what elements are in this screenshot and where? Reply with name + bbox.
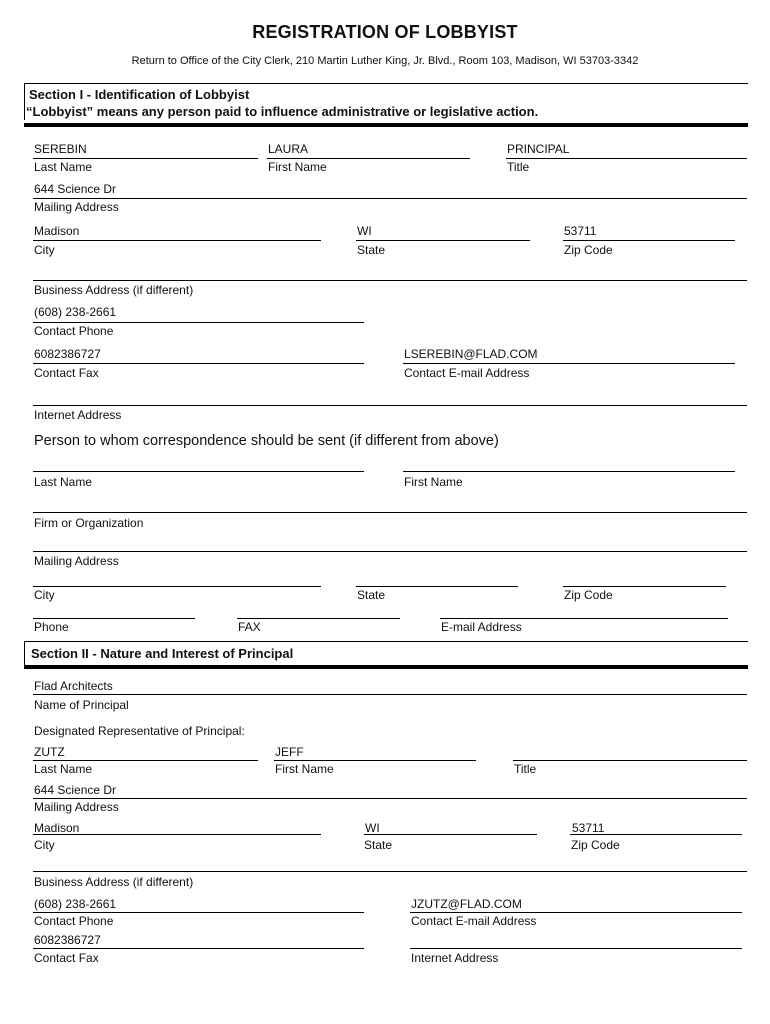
rep-contact-fax-value[interactable]: 6082386727 (34, 933, 101, 947)
form-subtitle: Return to Office of the City Clerk, 210 Martin Luther King, Jr. Blvd., Room 103, Madison, WI 53703-3342 (131, 55, 639, 67)
section1-heading: Section I - Identification of Lobbyist (29, 87, 250, 102)
rep-email-line (410, 912, 742, 913)
rep-zip-label: Zip Code (571, 838, 620, 852)
lobbyist-email-line (403, 363, 735, 364)
rep-email-label: Contact E-mail Address (411, 914, 537, 928)
lobbyist-email-value[interactable]: LSEREBIN@FLAD.COM (404, 347, 538, 361)
correspondence-heading: Person to whom correspondence should be sent (if different from above) (34, 433, 499, 449)
rep-city-value[interactable]: Madison (34, 821, 80, 835)
lobbyist-first-name-label: First Name (268, 160, 327, 174)
lobbyist-contact-phone-label: Contact Phone (34, 324, 114, 338)
lobbyist-title-value[interactable]: PRINCIPAL (507, 142, 570, 156)
corr-fax-line[interactable] (237, 618, 400, 619)
corr-phone-label: Phone (34, 620, 69, 634)
rep-contact-fax-line (33, 948, 364, 949)
principal-name-label: Name of Principal (34, 698, 129, 712)
rep-mailing-address-line (33, 798, 747, 799)
section1-definition: “Lobbyist” means any person paid to influence administrative or legislative action. (26, 104, 539, 119)
rep-first-name-label: First Name (275, 762, 334, 776)
corr-firm-line[interactable] (33, 512, 747, 513)
principal-name-value[interactable]: Flad Architects (34, 679, 113, 693)
rep-state-value[interactable]: WI (365, 821, 380, 835)
corr-email-label: E-mail Address (441, 620, 522, 634)
lobbyist-last-name-label: Last Name (34, 160, 93, 174)
corr-email-line[interactable] (440, 618, 728, 619)
lobbyist-state-line (356, 240, 530, 241)
corr-zip-label: Zip Code (564, 588, 613, 602)
rep-email-value[interactable]: JZUTZ@FLAD.COM (411, 897, 522, 911)
corr-first-name-line[interactable] (403, 471, 735, 472)
rep-contact-phone-line (33, 912, 364, 913)
lobbyist-business-address-line[interactable] (33, 280, 747, 281)
principal-name-line (33, 694, 747, 695)
lobbyist-mailing-address-line (33, 198, 747, 199)
lobbyist-internet-address-label: Internet Address (34, 408, 122, 422)
corr-phone-line[interactable] (33, 618, 195, 619)
rep-mailing-address-label: Mailing Address (34, 800, 119, 814)
rep-city-line (33, 834, 321, 835)
corr-city-label: City (34, 588, 55, 602)
lobbyist-city-value[interactable]: Madison (34, 224, 80, 238)
corr-zip-line[interactable] (563, 586, 726, 587)
lobbyist-first-name-value[interactable]: LAURA (268, 142, 309, 156)
corr-firm-label: Firm or Organization (34, 516, 144, 530)
rep-last-name-line (33, 760, 258, 761)
rep-contact-fax-label: Contact Fax (34, 951, 99, 965)
lobbyist-business-address-label: Business Address (if different) (34, 283, 194, 297)
rep-contact-phone-label: Contact Phone (34, 914, 114, 928)
lobbyist-zip-label: Zip Code (564, 243, 613, 257)
rep-title-label: Title (514, 762, 537, 776)
corr-state-label: State (357, 588, 386, 602)
rep-business-address-label: Business Address (if different) (34, 875, 194, 889)
rep-title-line[interactable] (513, 760, 747, 761)
lobbyist-last-name-line (33, 158, 258, 159)
rep-internet-address-line[interactable] (410, 948, 742, 949)
corr-last-name-label: Last Name (34, 475, 93, 489)
corr-last-name-line[interactable] (33, 471, 364, 472)
lobbyist-contact-fax-line (33, 363, 364, 364)
rep-zip-line (570, 834, 742, 835)
rep-last-name-label: Last Name (34, 762, 93, 776)
lobbyist-city-label: City (34, 243, 55, 257)
lobbyist-mailing-address-value[interactable]: 644 Science Dr (34, 182, 117, 196)
corr-city-line[interactable] (33, 586, 321, 587)
rep-contact-phone-value[interactable]: (608) 238-2661 (34, 897, 117, 911)
rep-first-name-line (274, 760, 476, 761)
lobbyist-contact-phone-value[interactable]: (608) 238-2661 (34, 305, 117, 319)
lobbyist-contact-phone-line (33, 322, 364, 323)
rep-state-line (364, 834, 537, 835)
rep-zip-value[interactable]: 53711 (572, 821, 605, 835)
lobbyist-city-line (33, 240, 321, 241)
corr-first-name-label: First Name (404, 475, 463, 489)
lobbyist-last-name-value[interactable]: SEREBIN (34, 142, 87, 156)
section2-heading: Section II - Nature and Interest of Principal (31, 646, 294, 661)
lobbyist-contact-fax-label: Contact Fax (34, 366, 99, 380)
lobbyist-zip-value[interactable]: 53711 (564, 224, 597, 238)
rep-last-name-value[interactable]: ZUTZ (34, 745, 65, 759)
lobbyist-title-label: Title (507, 160, 530, 174)
lobbyist-state-label: State (357, 243, 386, 257)
lobbyist-state-value[interactable]: WI (357, 224, 372, 238)
corr-mailing-address-label: Mailing Address (34, 554, 119, 568)
lobbyist-zip-line (563, 240, 735, 241)
lobbyist-title-line (506, 158, 747, 159)
rep-business-address-line[interactable] (33, 871, 747, 872)
lobbyist-first-name-line (267, 158, 470, 159)
rep-mailing-address-value[interactable]: 644 Science Dr (34, 783, 117, 797)
lobbyist-mailing-address-label: Mailing Address (34, 200, 119, 214)
corr-mailing-address-line[interactable] (33, 551, 747, 552)
section1-header-bar (24, 123, 748, 127)
corr-fax-label: FAX (238, 620, 261, 634)
corr-state-line[interactable] (356, 586, 518, 587)
rep-state-label: State (364, 838, 393, 852)
rep-first-name-value[interactable]: JEFF (275, 745, 304, 759)
rep-city-label: City (34, 838, 55, 852)
lobbyist-contact-fax-value[interactable]: 6082386727 (34, 347, 101, 361)
section2-header-bar (24, 665, 748, 669)
rep-internet-address-label: Internet Address (411, 951, 499, 965)
designated-rep-label: Designated Representative of Principal: (34, 724, 245, 738)
lobbyist-internet-address-line[interactable] (33, 405, 747, 406)
lobbyist-email-label: Contact E-mail Address (404, 366, 530, 380)
form-title: REGISTRATION OF LOBBYIST (252, 22, 518, 42)
